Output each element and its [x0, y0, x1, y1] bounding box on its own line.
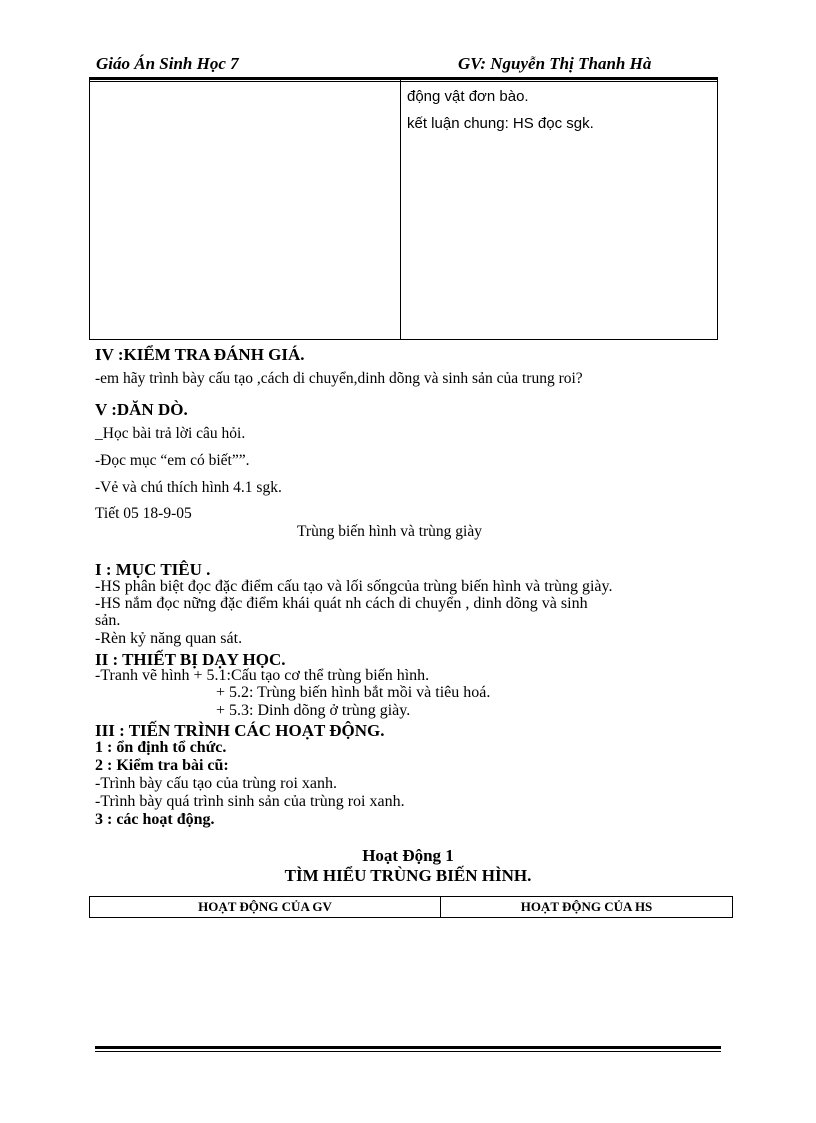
section-assessment-title: IV :KIỂM TRA ĐÁNH GIÁ.	[95, 345, 305, 364]
equipment-title: II : THIẾT BỊ DẠY HỌC.	[95, 650, 286, 669]
objectives-title: I : MỤC TIÊU .	[95, 560, 211, 579]
lesson-code: Tiết 05 18-9-05	[95, 505, 192, 522]
homework-item: _Học bài trả lời câu hỏi.	[95, 425, 246, 442]
objective-line: -HS nắm đọc nững đặc điểm khái quát nh cách di chuyển , dinh dõng và sinh	[95, 595, 588, 612]
equipment-line: + 5.3: Dinh dõng ở trùng giày.	[216, 702, 411, 719]
process-step: 1 : ổn định tổ chức.	[95, 739, 227, 756]
homework-item: -Đọc mục “em có biết””.	[95, 452, 250, 469]
check-line: -Trình bày quá trình sinh sản của trùng roi xanh.	[95, 793, 405, 810]
column-header-gv: HOẠT ĐỘNG CỦA GV	[198, 899, 332, 914]
homework-item: -Vẻ và chú thích hình 4.1 sgk.	[95, 479, 282, 496]
activity-title: TÌM HIỂU TRÙNG BIẾN HÌNH.	[284, 866, 532, 885]
section-homework-title: V :DĂN DÒ.	[95, 400, 188, 419]
equipment-line: -Tranh vẽ hình + 5.1:Cấu tạo cơ thể trùng biến hình.	[95, 667, 430, 684]
objective-line: -HS phân biệt đọc đặc điểm cấu tạo và lối sốngcủa trùng biến hình và trùng giày.	[95, 578, 613, 595]
column-header-hs: HOẠT ĐỘNG CỦA HS	[520, 899, 653, 914]
footer-rule-thin	[95, 1051, 721, 1052]
header-course-title: Giáo Án Sinh Học 7	[96, 54, 239, 73]
footer-rule	[95, 1046, 721, 1049]
header-teacher-name: GV: Nguyễn Thị Thanh Hà	[458, 54, 652, 73]
process-title: III : TIẾN TRÌNH CÁC HOẠT ĐỘNG.	[95, 721, 385, 740]
lesson-title: Trùng biến hình và trùng giày	[297, 523, 482, 540]
process-step: 3 : các hoạt động.	[95, 811, 215, 828]
objective-line: -Rèn kỷ năng quan sát.	[95, 630, 243, 647]
table-column-divider	[400, 80, 401, 339]
activity-table-header	[89, 896, 733, 918]
assessment-question: -em hãy trình bày cấu tạo ,cách di chuyển,dinh dõng và sinh sản của trung roi?	[95, 370, 583, 387]
table-cell-line: động vật đơn bào.	[407, 88, 529, 105]
continued-activity-table	[89, 80, 718, 340]
activity-label: Hoạt Động 1	[362, 846, 454, 865]
objective-line: sản.	[95, 612, 121, 629]
check-line: -Trình bày cấu tạo của trùng roi xanh.	[95, 775, 338, 792]
table-cell-line: kết luận chung: HS đọc sgk.	[407, 115, 594, 132]
process-step: 2 : Kiểm tra bài cũ:	[95, 757, 229, 774]
equipment-line: + 5.2: Trùng biến hình bắt mồi và tiêu hoá.	[216, 684, 491, 701]
